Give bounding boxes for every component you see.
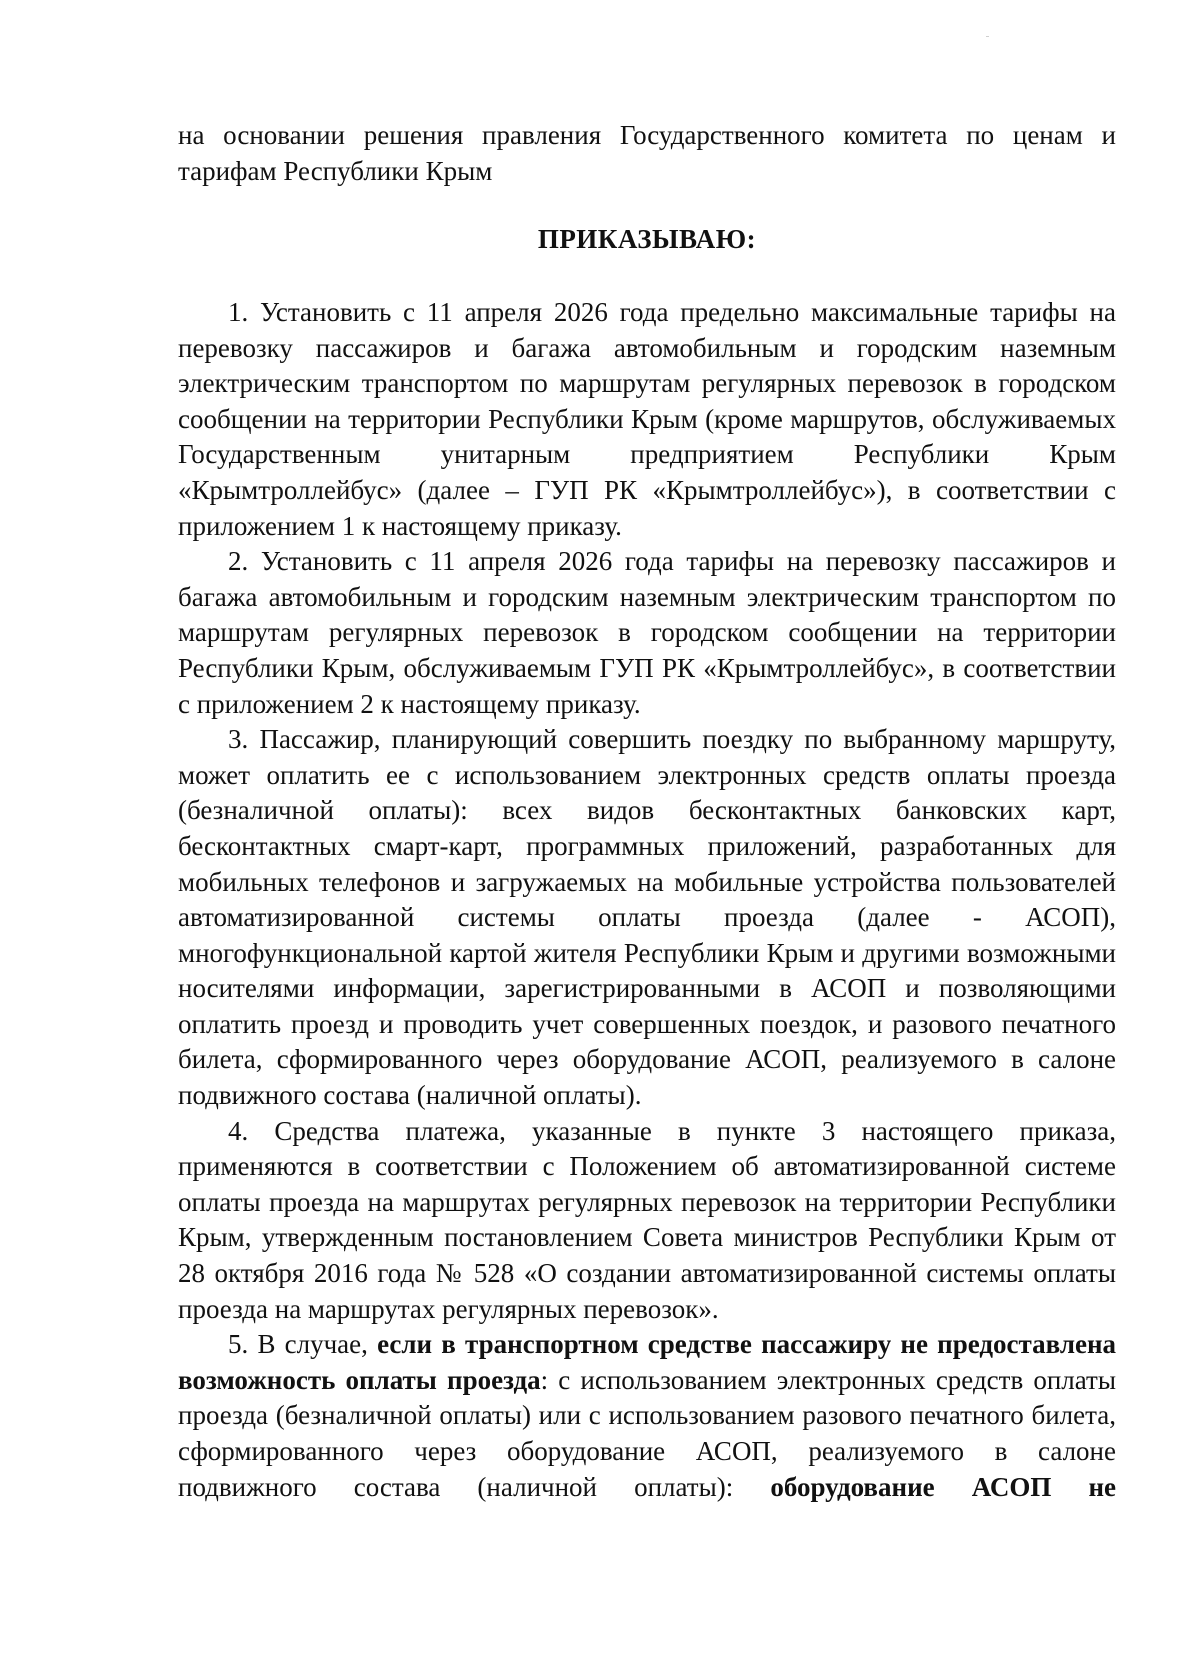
order-item-1: 1. Установить с 11 апреля 2026 года предельно максимальные тарифы на перевозку пассажиров и багажа автомобильным и городским наземным электрическим транспортом по маршрутам регулярных перевозок в городском сообщении на территории Республики Крым (кроме маршрутов, обслуживаемых Государственным унитарным предприятием Республики Крым «Крымтроллейбус» (далее – ГУП РК «Крымтроллейбус»), в соответствии с приложением 1 к настоящему приказу. — [178, 297, 1116, 541]
order-item-4: 4. Средства платежа, указанные в пункте 3 настоящего приказа, применяются в соответствии с Положением об автоматизированной системе оплаты проезда на маршрутах регулярных перевозок на территории Республики Крым, утвержденным постановлением Совета министров Республики Крым от 28 октября 2016 года № 528 «О создании автоматизированной системы оплаты проезда на маршрутах регулярных перевозок». — [178, 1115, 1116, 1324]
order-item-5-emphasis-2: оборудование АСОП не — [770, 1471, 1116, 1502]
order-item-5 — [178, 1327, 1116, 1505]
order-items — [178, 295, 1116, 1505]
order-item-5-lead: 5. В случае, — [228, 1329, 378, 1360]
intro-paragraph — [178, 118, 1116, 189]
order-heading: ПРИКАЗЫВАЮ: — [537, 224, 757, 254]
order-item-5-emphasis: если в транспортном средстве пассажиру не предоставлена возможность оплаты проезда — [178, 1329, 1117, 1395]
order-item-3: 3. Пассажир, планирующий совершить поездку по выбранному маршруту, может оплатить ее с использованием электронных средств оплаты проезда (безналичной оплаты): всех видов бесконтактных банковских карт, бесконтактных смарт-карт, программных приложений, разработанных для мобильных телефонов и загружаемых на мобильные устройства пользователей автоматизированной системы оплаты проезда (далее - АСОП), многофункциональной картой жителя Республики Крым и другими возможными носителями информации, зарегистрированными в АСОП и позволяющими оплатить проезд и проводить учет совершенных поездок, и разового печатного билета, сформированного через оборудование АСОП, реализуемого в салоне подвижного состава (наличной оплаты). — [178, 724, 1116, 1111]
scan-mark — [986, 36, 989, 37]
order-item-2: 2. Установить с 11 апреля 2026 года тарифы на перевозку пассажиров и багажа автомобильным и городским наземным электрическим транспортом по маршрутам регулярных перевозок в городском сообщении на территории Республики Крым, обслуживаемым ГУП РК «Крымтроллейбус», в соответствии с приложением 2 к настоящему приказу. — [178, 546, 1116, 719]
order-item-5-body: : с использованием электронных средств оплаты проезда (безналичной оплаты) или с использованием разового печатного билета, сформированного через оборудование АСОП, реализуемого в салоне подвижного состава (наличной оплаты): — [178, 1364, 1117, 1502]
intro-text: на основании решения правления Государственного комитета по ценам и тарифам Республики Крым — [178, 120, 1116, 186]
